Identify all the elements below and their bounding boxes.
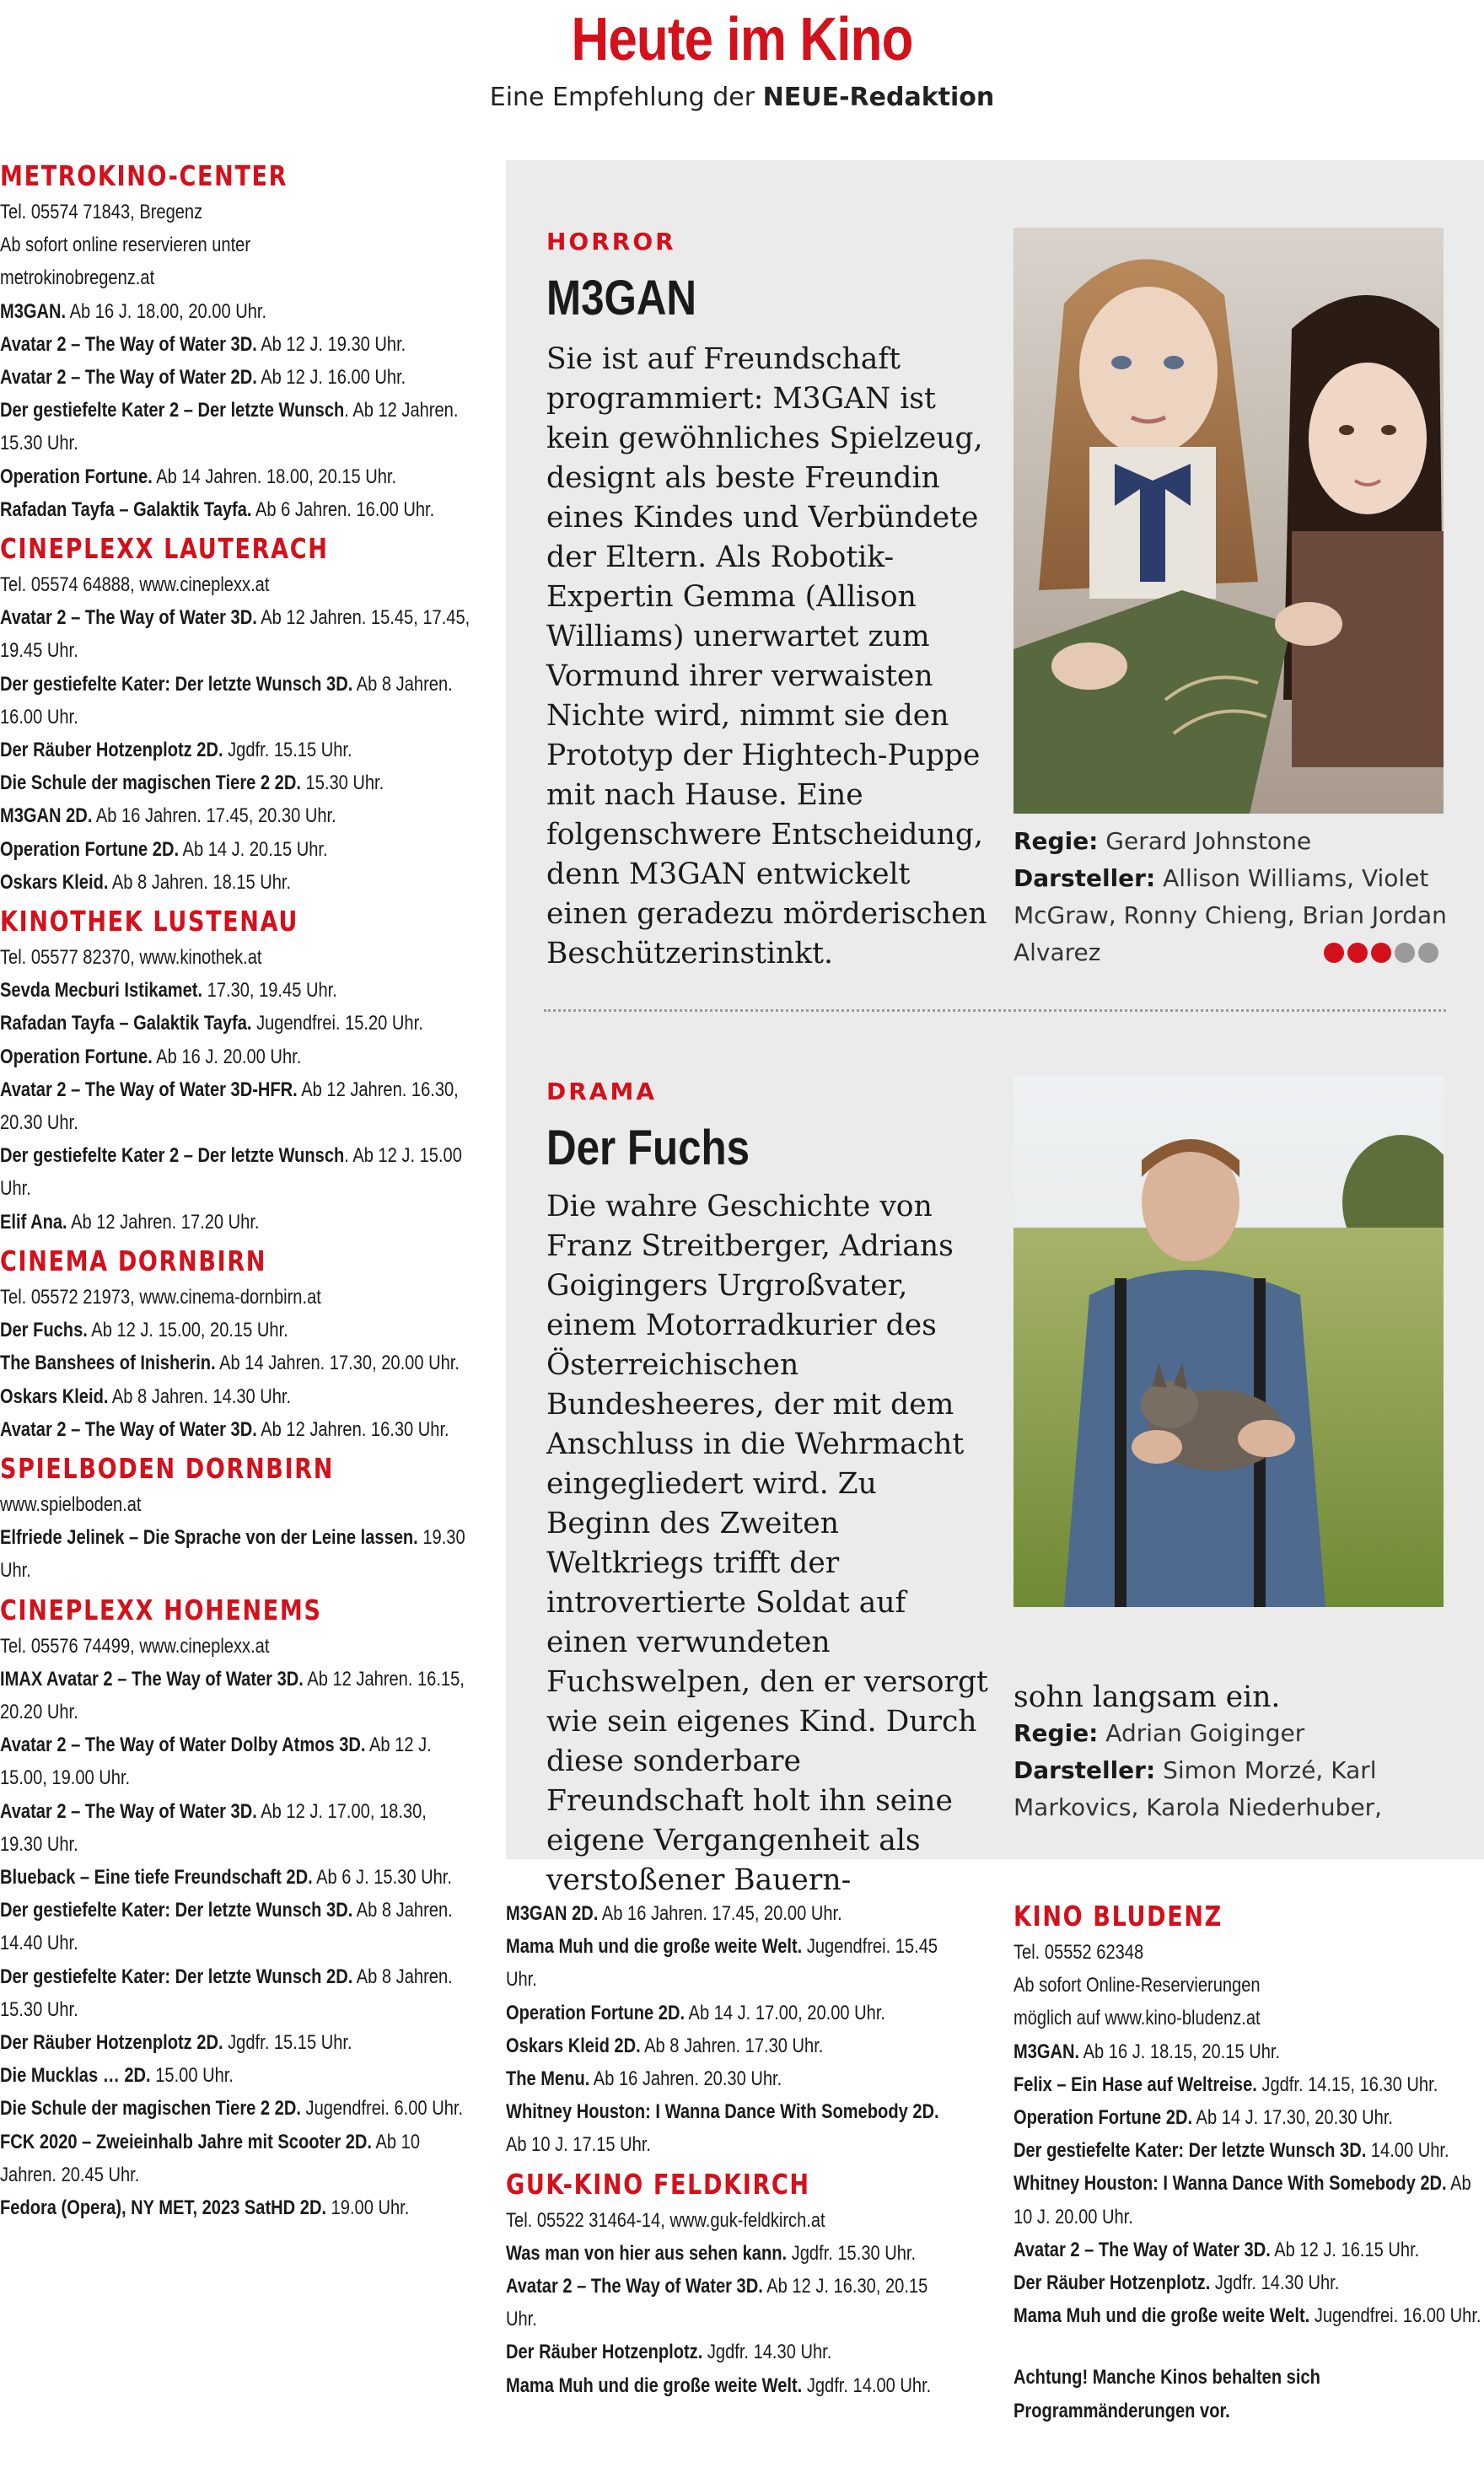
film-title: Der gestiefelte Kater: Der letzte Wunsch 3D.: [1014, 2139, 1367, 2163]
film-details: Ab 12 J. 16.00 Uhr.: [256, 366, 406, 390]
film-title: Der gestiefelte Kater: Der letzte Wunsch 3D.: [0, 672, 353, 696]
film-listing: [506, 1997, 961, 2029]
film-title: Felix – Ein Hase auf Weltreise.: [1014, 2072, 1257, 2096]
cinema-block: [0, 1449, 472, 1588]
film-listing: [506, 2336, 961, 2368]
film-details: Ab 12 Jahren. 16.30, 20.30 Uhr.: [0, 1078, 459, 1135]
film-listing: [1014, 2167, 1484, 2233]
director-line-m3gan: [1014, 823, 1460, 860]
film-title: M3GAN 2D.: [0, 804, 93, 828]
film-listing: [0, 328, 472, 361]
film-details: Ab 8 Jahren. 16.00 Uhr.: [0, 672, 453, 728]
film-title: The Banshees of Inisherin.: [0, 1352, 216, 1375]
film-listing: [506, 2270, 961, 2336]
film-title: Whitney Houston: I Wanna Dance With Somebody 2D.: [1014, 2172, 1447, 2196]
film-details: . Ab 12 J. 15.00 Uhr.: [0, 1144, 462, 1201]
film-listing: [0, 1073, 472, 1139]
film-listing: [0, 1728, 472, 1794]
feature-title-m3gan: M3GAN: [546, 271, 697, 325]
film-listing: [0, 295, 472, 328]
film-title: Elif Ana.: [0, 1210, 67, 1234]
film-title: Operation Fortune.: [0, 465, 153, 488]
feature-divider: [544, 1009, 1446, 1012]
film-title: Die Schule der magischen Tiere 2 2D.: [0, 771, 301, 795]
film-details: Ab 12 J. 17.00, 18.30, 19.30 Uhr.: [0, 1799, 427, 1856]
film-listing: [0, 1795, 472, 1861]
film-title: Avatar 2 – The Way of Water 3D-HFR.: [0, 1078, 298, 1101]
film-listing: [0, 799, 472, 832]
cinema-block: [0, 530, 472, 899]
film-details: Ab 12 J. 15.00, 20.15 Uhr.: [87, 1319, 288, 1342]
director-line-fuchs: [1014, 1715, 1460, 1752]
film-listing: [0, 866, 472, 899]
film-listing: [0, 2026, 472, 2059]
film-details: Ab 16 J. 20.00 Uhr.: [152, 1045, 302, 1068]
fuchs-photo-illustration: [1014, 1076, 1444, 1607]
film-details: Jugendfrei. 15.45 Uhr.: [506, 1935, 938, 1992]
cinema-info: möglich auf www.kino-bludenz.at: [1014, 2007, 1261, 2030]
film-title: IMAX Avatar 2 – The Way of Water 3D.: [0, 1667, 304, 1691]
feature-text-m3gan: Sie ist auf Freundschaft programmiert: M3GAN ist kein gewöhnliches Spielzeug, designt als beste Freundin eines Kindes und Verbündete der Eltern. Als Robotik-Expertin Gemma (Allison Williams) unerwartet zum Vormund ihrer verwaisten Nichte wird, nimmt sie den Prototyp der Hightech-Puppe mit nach Hause. Eine folgenschwere Entscheidung, denn M3GAN entwickelt einen geradezu mörderischen Beschützerinstinkt.: [546, 342, 987, 970]
feature-genre-drama: DRAMA: [546, 1078, 658, 1105]
director-label: Regie:: [1014, 1719, 1099, 1747]
film-details: Ab 14 Jahren. 17.30, 20.00 Uhr.: [215, 1352, 460, 1375]
film-title: Operation Fortune.: [0, 1045, 153, 1068]
cinema-info: Ab sofort Online-Reservierungen: [1014, 1974, 1261, 1997]
film-title: Avatar 2 – The Way of Water 3D.: [506, 2275, 763, 2298]
left-listings-column: [0, 157, 472, 2228]
film-title: Avatar 2 – The Way of Water Dolby Atmos 3D.: [0, 1734, 366, 1757]
film-details: Ab 16 J. 18.15, 20.15 Uhr.: [1079, 2040, 1281, 2063]
feature-genre-horror: HORROR: [546, 228, 676, 255]
rating-dot-empty: [1418, 943, 1438, 963]
film-listing: [0, 1007, 472, 1040]
director-name: Adrian Goiginger: [1098, 1719, 1305, 1747]
rating-dot-filled: [1347, 943, 1368, 963]
film-details: Ab 6 Jahren. 16.00 Uhr.: [251, 497, 435, 521]
film-title: Oskars Kleid 2D.: [506, 2034, 641, 2057]
film-title: Whitney Houston: I Wanna Dance With Somebody 2D.: [506, 2100, 939, 2124]
cinema-block: [0, 157, 472, 526]
cast-line-fuchs: [1014, 1752, 1460, 1826]
film-title: Der Räuber Hotzenplotz.: [1014, 2271, 1211, 2295]
film-title: Operation Fortune 2D.: [0, 837, 180, 861]
film-listing: [0, 1040, 472, 1073]
page-subtitle: [0, 83, 1484, 112]
left-listings-body: [0, 157, 472, 2224]
film-details: Ab 12 J. 16.30, 20.15 Uhr.: [506, 2275, 928, 2331]
film-listing: [0, 1314, 472, 1347]
rating-dot-filled: [1324, 943, 1344, 963]
film-title: Elfriede Jelinek – Die Sprache von der Leine lassen.: [0, 1526, 418, 1550]
film-details: Jugendfrei. 16.00 Uhr.: [1309, 2304, 1481, 2328]
director-label: Regie:: [1014, 827, 1099, 855]
film-listing: [0, 1521, 472, 1587]
film-details: 15.30 Uhr.: [300, 771, 384, 795]
film-title: The Menu.: [506, 2067, 590, 2091]
cinema-name: SPIELBODEN DORNBIRN: [0, 1451, 335, 1485]
film-title: Rafadan Tayfa – Galaktik Tayfa.: [0, 497, 252, 521]
cinema-info: Tel. 05576 74499, www.cineplexx.at: [0, 1634, 270, 1658]
film-listing: [1014, 2299, 1484, 2332]
film-listing: [0, 361, 472, 394]
film-details: Ab 14 J. 20.15 Uhr.: [179, 837, 328, 861]
rating-dot-filled: [1371, 943, 1391, 963]
film-details: 17.30, 19.45 Uhr.: [202, 979, 337, 1003]
film-listing: [0, 493, 472, 526]
rating-dots: [1324, 943, 1438, 963]
cinema-name: KINOTHEK LUSTENAU: [0, 905, 298, 938]
m3gan-photo-illustration: [1014, 228, 1444, 814]
cinema-name: METROKINO-CENTER: [0, 159, 288, 192]
film-details: Ab 14 J. 17.30, 20.30 Uhr.: [1192, 2106, 1393, 2130]
film-details: Ab 12 J. 19.30 Uhr.: [256, 332, 406, 356]
film-title: Die Mucklas … 2D.: [0, 2064, 151, 2088]
film-details: Ab 12 Jahren. 16.30 Uhr.: [256, 1417, 449, 1441]
feature-title-fuchs: Der Fuchs: [546, 1121, 750, 1175]
film-details: Ab 8 Jahren. 18.15 Uhr.: [108, 870, 292, 894]
film-details: Ab 16 Jahren. 17.45, 20.00 Uhr.: [598, 1902, 842, 1925]
film-details: 14.00 Uhr.: [1366, 2139, 1449, 2163]
cinema-name: CINEMA DORNBIRN: [0, 1244, 267, 1277]
cast-names: Simon Morzé, Karl Markovics, Karola Niederhuber,: [1014, 1756, 1383, 1821]
film-details: Ab 12 J. 15.00, 19.00 Uhr.: [0, 1734, 432, 1790]
film-details: Ab 16 Jahren. 17.45, 20.30 Uhr.: [92, 804, 336, 828]
film-title: Der Räuber Hotzenplotz.: [506, 2341, 703, 2364]
film-listing: [0, 1347, 472, 1379]
film-listing: [0, 2126, 472, 2191]
film-title: Der Räuber Hotzenplotz 2D.: [0, 2030, 223, 2054]
cinema-info: Tel. 05572 21973, www.cinema-dornbirn.at: [0, 1285, 321, 1309]
film-title: Der gestiefelte Kater 2 – Der letzte Wunsch: [0, 1144, 345, 1168]
film-listing: [1014, 2134, 1484, 2167]
film-listing: [0, 2092, 472, 2125]
film-details: . Ab 12 Jahren. 15.30 Uhr.: [0, 399, 459, 455]
film-listing: [0, 734, 472, 766]
film-listing: [0, 668, 472, 734]
film-title: M3GAN.: [0, 299, 67, 323]
film-listing: [1014, 2234, 1484, 2266]
cinema-info: Ab sofort online reservieren unter: [0, 234, 251, 257]
film-listing: [0, 1139, 472, 1205]
cinema-block: [0, 902, 472, 1239]
film-title: Avatar 2 – The Way of Water 3D.: [0, 332, 257, 356]
film-details: Jugendfrei. 15.20 Uhr.: [251, 1012, 423, 1035]
m3gan-photo: [1014, 228, 1444, 814]
film-title: Avatar 2 – The Way of Water 3D.: [0, 606, 257, 630]
film-details: Jgdfr. 15.15 Uhr.: [223, 739, 352, 762]
film-details: Ab 14 Jahren. 18.00, 20.15 Uhr.: [152, 465, 397, 488]
film-details: 15.00 Uhr.: [150, 2064, 234, 2088]
cinema-name: KINO BLUDENZ: [1014, 1900, 1223, 1933]
right-listings-column: [1014, 1897, 1484, 2427]
film-listing: [0, 2191, 472, 2224]
fuchs-photo: [1014, 1076, 1444, 1607]
cinema-name: CINEPLEXX LAUTERACH: [0, 532, 329, 566]
film-details: Ab 8 Jahren. 14.30 Uhr.: [108, 1384, 292, 1408]
film-details: Jugendfrei. 6.00 Uhr.: [300, 2097, 464, 2121]
notice-spacer: [1014, 2336, 1484, 2361]
film-details: Jgdfr. 15.15 Uhr.: [223, 2030, 352, 2054]
cinema-info: metrokinobregenz.at: [0, 266, 155, 290]
film-listing: [1014, 2035, 1484, 2068]
cinema-info: www.spielboden.at: [0, 1492, 142, 1516]
film-details: Ab 12 J. 16.15 Uhr.: [1270, 2238, 1420, 2261]
film-details: 19.30 Uhr.: [0, 1526, 465, 1583]
film-title: M3GAN.: [1014, 2040, 1080, 2063]
film-details: Ab 10 Jahren. 20.45 Uhr.: [0, 2130, 420, 2186]
film-details: Ab 6 J. 15.30 Uhr.: [312, 1865, 452, 1889]
film-title: Was man von hier aus sehen kann.: [506, 2241, 788, 2265]
film-listing: [506, 1930, 961, 1996]
film-listing: [506, 2062, 961, 2095]
film-title: Der gestiefelte Kater 2 – Der letzte Wunsch: [0, 399, 345, 422]
film-title: Oskars Kleid.: [0, 1384, 109, 1408]
cast-label: Darsteller:: [1014, 1756, 1156, 1784]
mid-listings-body: [506, 1897, 961, 2402]
cinema-block: [0, 1242, 472, 1446]
film-title: FCK 2020 – Zweieinhalb Jahre mit Scooter 2D.: [0, 2130, 373, 2153]
film-listing: [506, 2095, 961, 2161]
film-title: Blueback – Eine tiefe Freundschaft 2D.: [0, 1865, 313, 1889]
film-listing: [0, 1894, 472, 1959]
cinema-info: Tel. 05574 64888, www.cineplexx.at: [0, 573, 270, 597]
film-details: Ab 8 Jahren. 14.40 Uhr.: [0, 1899, 453, 1955]
film-details: 19.00 Uhr.: [326, 2196, 410, 2219]
film-details: Ab 10 J. 20.00 Uhr.: [1014, 2172, 1471, 2228]
film-details: Ab 12 Jahren. 17.20 Uhr.: [67, 1210, 260, 1234]
film-listing: [1014, 2266, 1484, 2299]
subtitle-bold: NEUE-Redaktion: [762, 83, 995, 112]
film-listing: [0, 601, 472, 667]
film-listing: [0, 1380, 472, 1413]
film-title: Oskars Kleid.: [0, 870, 109, 894]
rating-dot-empty: [1395, 943, 1415, 963]
page-title: Heute im Kino: [571, 6, 913, 73]
film-listing: [0, 833, 472, 866]
film-listing: [0, 974, 472, 1007]
film-title: Der Räuber Hotzenplotz 2D.: [0, 739, 223, 762]
film-details: Jgdfr. 14.00 Uhr.: [802, 2373, 932, 2397]
film-title: Sevda Mecburi Istikamet.: [0, 979, 203, 1003]
film-details: Ab 10 J. 17.15 Uhr.: [506, 2133, 651, 2157]
film-details: Jgdfr. 14.15, 16.30 Uhr.: [1256, 2072, 1438, 2096]
film-details: Jgdfr. 14.30 Uhr.: [702, 2341, 832, 2364]
cinema-info: Tel. 05522 31464-14, www.guk-feldkirch.at: [506, 2208, 825, 2232]
feature-text-fuchs-continued: sohn langsam ein.: [1014, 1680, 1281, 1714]
film-listing: [0, 1413, 472, 1446]
film-listing: [506, 2369, 961, 2402]
film-listing: [0, 1206, 472, 1239]
film-title: Der Fuchs.: [0, 1319, 88, 1342]
film-details: Ab 12 Jahren. 15.45, 17.45, 19.45 Uhr.: [0, 606, 470, 663]
film-title: Operation Fortune 2D.: [506, 2001, 686, 2024]
film-listing: [506, 1897, 961, 1930]
film-listing: [506, 2237, 961, 2270]
cinema-info: Tel. 05574 71843, Bregenz: [0, 201, 203, 223]
film-details: Ab 14 J. 17.00, 20.00 Uhr.: [685, 2001, 885, 2024]
film-title: Der gestiefelte Kater: Der letzte Wunsch 2D.: [0, 1965, 353, 1988]
film-title: Avatar 2 – The Way of Water 3D.: [0, 1799, 257, 1823]
cinema-info: Tel. 05552 62348: [1014, 1941, 1144, 1964]
film-title: Rafadan Tayfa – Galaktik Tayfa.: [0, 1012, 252, 1035]
cinema-name: GUK-KINO FELDKIRCH: [506, 2167, 810, 2201]
director-name: Gerard Johnstone: [1098, 827, 1312, 855]
film-title: Avatar 2 – The Way of Water 3D.: [1014, 2238, 1271, 2261]
film-listing: [1014, 2068, 1484, 2101]
film-details: Ab 8 Jahren. 15.30 Uhr.: [0, 1965, 453, 2021]
mid-listings-column: [506, 1897, 961, 2406]
cast-label: Darsteller:: [1014, 864, 1156, 892]
film-details: Ab 8 Jahren. 17.30 Uhr.: [640, 2034, 824, 2057]
film-title: M3GAN 2D.: [506, 1902, 599, 1925]
film-listing: [0, 2059, 472, 2092]
film-title: Operation Fortune 2D.: [1014, 2106, 1193, 2130]
film-listing: [1014, 2101, 1484, 2134]
film-details: Ab 16 J. 18.00, 20.00 Uhr.: [66, 299, 267, 323]
cinema-block: [506, 2165, 961, 2402]
film-details: Ab 16 Jahren. 20.30 Uhr.: [589, 2067, 782, 2091]
cast-names: Allison Williams, Violet McGraw, Ronny Chieng, Brian Jordan Alvarez: [1014, 864, 1447, 966]
film-details: Jgdfr. 15.30 Uhr.: [787, 2241, 917, 2265]
film-title: Mama Muh und die große weite Welt.: [1014, 2304, 1310, 2328]
cinema-block: [0, 1591, 472, 2225]
cinema-info: Tel. 05577 82370, www.kinothek.at: [0, 946, 262, 970]
film-title: Die Schule der magischen Tiere 2 2D.: [0, 2097, 301, 2121]
film-listing: [0, 1960, 472, 2026]
film-title: Avatar 2 – The Way of Water 3D.: [0, 1417, 257, 1441]
right-listings-body: [1014, 1897, 1484, 2427]
feature-text-fuchs: Die wahre Geschichte von Franz Streitberger, Adrians Goigingers Urgroßvater, einem Motorradkurier des Österreichischen Bundesheeres, der mit dem Anschluss in die Wehrmacht eingegliedert wird. Zu Beginn des Zweiten Weltkriegs trifft der introvertierte Soldat auf einen verwundeten Fuchswelpen, den er versorgt wie sein eigenes Kind. Durch diese sonderbare Freundschaft holt ihn seine eigene Vergangenheit als verstoßener Bauern-: [546, 1190, 988, 1897]
program-change-notice: Achtung! Manche Kinos behalten sich Programmänderungen vor.: [1014, 2366, 1320, 2422]
cinema-block: [1014, 1897, 1484, 2332]
film-listing: [0, 1663, 472, 1728]
film-title: Der gestiefelte Kater: Der letzte Wunsch 3D.: [0, 1899, 353, 1922]
subtitle-prefix: Eine Empfehlung der: [489, 83, 763, 112]
film-listing: [0, 1861, 472, 1894]
film-title: Mama Muh und die große weite Welt.: [506, 2373, 803, 2397]
film-listing: [0, 766, 472, 799]
cinema-name: CINEPLEXX HOHENEMS: [0, 1593, 322, 1626]
film-listing: [0, 460, 472, 493]
credits-fuchs: [1014, 1715, 1460, 1826]
film-title: Mama Muh und die große weite Welt.: [506, 1935, 803, 1959]
film-details: Jgdfr. 14.30 Uhr.: [1210, 2271, 1340, 2295]
film-title: Avatar 2 – The Way of Water 2D.: [0, 366, 257, 390]
film-listing: [506, 2029, 961, 2062]
film-title: Fedora (Opera), NY MET, 2023 SatHD 2D.: [0, 2196, 327, 2219]
film-details: Ab 12 Jahren. 16.15, 20.20 Uhr.: [0, 1667, 465, 1723]
film-listing: [0, 394, 472, 460]
